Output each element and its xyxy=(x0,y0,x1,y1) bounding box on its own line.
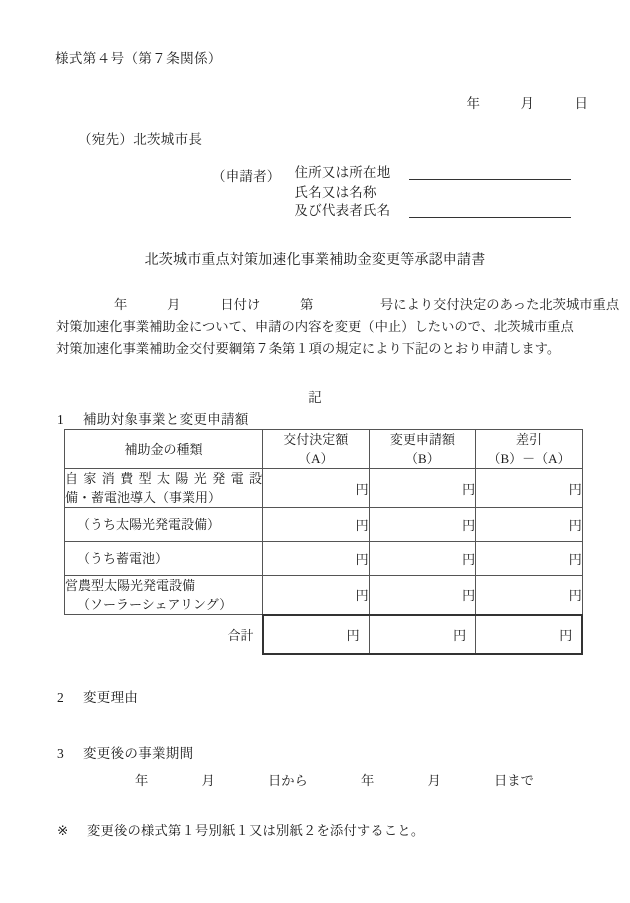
header-changed-line1: 変更申請額 xyxy=(389,432,455,447)
row-kind-line2: 備・蓄電池導入（事業用） xyxy=(65,490,222,505)
section-3-number: 3 xyxy=(57,746,65,761)
header-decided-amount xyxy=(263,430,370,469)
cell-decided-amount[interactable]: 円 xyxy=(263,508,370,542)
table-row xyxy=(65,542,583,576)
attachment-note xyxy=(57,820,424,839)
cell-changed-amount[interactable]: 円 xyxy=(369,469,476,508)
section-1-title: 補助対象事業と変更申請額 xyxy=(83,412,249,427)
table-row xyxy=(65,576,583,615)
body-line-3: 対策加速化事業補助金交付要綱第７条第１項の規定により下記のとおり申請します。 xyxy=(56,341,561,356)
cell-difference-amount[interactable]: 円 xyxy=(476,508,583,542)
ki-marker: 記 xyxy=(308,390,322,405)
date-line: 年 月 日 xyxy=(466,96,588,111)
body-paragraph xyxy=(56,294,620,360)
cell-difference-amount[interactable]: 円 xyxy=(476,469,583,508)
total-changed-amount[interactable]: 円 xyxy=(369,615,476,654)
applicant-name-row xyxy=(295,184,572,220)
header-decided-line1: 交付決定額 xyxy=(283,432,349,447)
row-kind-line1: （うち太陽光発電設備） xyxy=(77,517,221,532)
table-row xyxy=(65,508,583,542)
applicant-address-row xyxy=(295,164,572,182)
applicant-block xyxy=(212,164,571,220)
row-kind-solar-storage xyxy=(65,469,263,508)
applicant-name-input[interactable] xyxy=(409,217,571,218)
row-kind-line1: （うち蓄電池） xyxy=(77,551,169,566)
row-kind-line1: 営農型太陽光発電設備 xyxy=(65,578,196,593)
row-kind-solar-sharing xyxy=(65,576,263,615)
header-changed-amount xyxy=(369,430,476,469)
cell-decided-amount[interactable]: 円 xyxy=(263,469,370,508)
grant-table-wrapper xyxy=(64,429,582,655)
page-title: 北茨城市重点対策加速化事業補助金変更等承認申請書 xyxy=(144,253,486,268)
applicant-name-label xyxy=(295,184,391,220)
header-changed-line2: （B） xyxy=(405,451,440,466)
total-label: 合計 xyxy=(227,627,254,643)
applicant-address-input[interactable] xyxy=(409,179,571,180)
table-row xyxy=(65,469,583,508)
header-decided-line2: （A） xyxy=(298,451,334,466)
cell-decided-amount[interactable]: 円 xyxy=(263,542,370,576)
grant-amount-table xyxy=(64,429,583,655)
header-difference-line1: 差引 xyxy=(515,432,542,447)
header-difference xyxy=(476,430,583,469)
header-kind: 補助金の種類 xyxy=(65,430,263,469)
cell-difference-amount[interactable]: 円 xyxy=(476,576,583,615)
addressee-line: （宛先）北茨城市長 xyxy=(78,132,203,147)
applicant-address-label: 住所又は所在地 xyxy=(294,165,391,180)
section-heading-1 xyxy=(57,408,249,428)
row-kind-storage-battery xyxy=(65,542,263,576)
applicant-label: （申請者） xyxy=(212,169,281,184)
body-line-2: 対策加速化事業補助金について、申請の内容を変更（中止）したいので、北茨城市重点 xyxy=(56,319,574,334)
note-text: 変更後の様式第１号別紙１又は別紙２を添付すること。 xyxy=(87,823,425,838)
cell-difference-amount[interactable]: 円 xyxy=(476,542,583,576)
section-2-title: 変更理由 xyxy=(83,690,139,705)
table-header-row xyxy=(65,430,583,469)
row-kind-solar-equipment xyxy=(65,508,263,542)
section-2-number: 2 xyxy=(57,690,65,705)
project-period-line: 年 月 日から 年 月 日まで xyxy=(135,773,534,788)
applicant-fields xyxy=(295,164,572,220)
applicant-name-label-line1: 氏名又は名称 xyxy=(294,185,377,200)
cell-changed-amount[interactable]: 円 xyxy=(369,576,476,615)
table-total-row xyxy=(65,615,583,654)
applicant-name-label-line2: 及び代表者氏名 xyxy=(294,203,391,218)
cell-changed-amount[interactable]: 円 xyxy=(369,508,476,542)
header-difference-line2: （B）－（A） xyxy=(487,451,571,466)
total-decided-amount[interactable]: 円 xyxy=(263,615,370,654)
row-kind-line2: （ソーラーシェアリング） xyxy=(77,597,233,612)
section-3-title: 変更後の事業期間 xyxy=(83,746,194,761)
total-difference-amount[interactable]: 円 xyxy=(476,615,583,654)
note-mark-icon: ※ xyxy=(57,823,69,838)
cell-changed-amount[interactable]: 円 xyxy=(369,542,476,576)
section-heading-2 xyxy=(57,686,138,706)
form-number: 様式第４号（第７条関係） xyxy=(55,51,222,66)
cell-decided-amount[interactable]: 円 xyxy=(263,576,370,615)
body-line-1: 年 月 日付け 第 号により交付決定のあった北茨城市重点 xyxy=(114,297,620,312)
section-1-number: 1 xyxy=(57,412,65,427)
row-kind-line1: 自家消費型太陽光発電設 xyxy=(65,471,262,486)
section-heading-3 xyxy=(57,742,193,762)
